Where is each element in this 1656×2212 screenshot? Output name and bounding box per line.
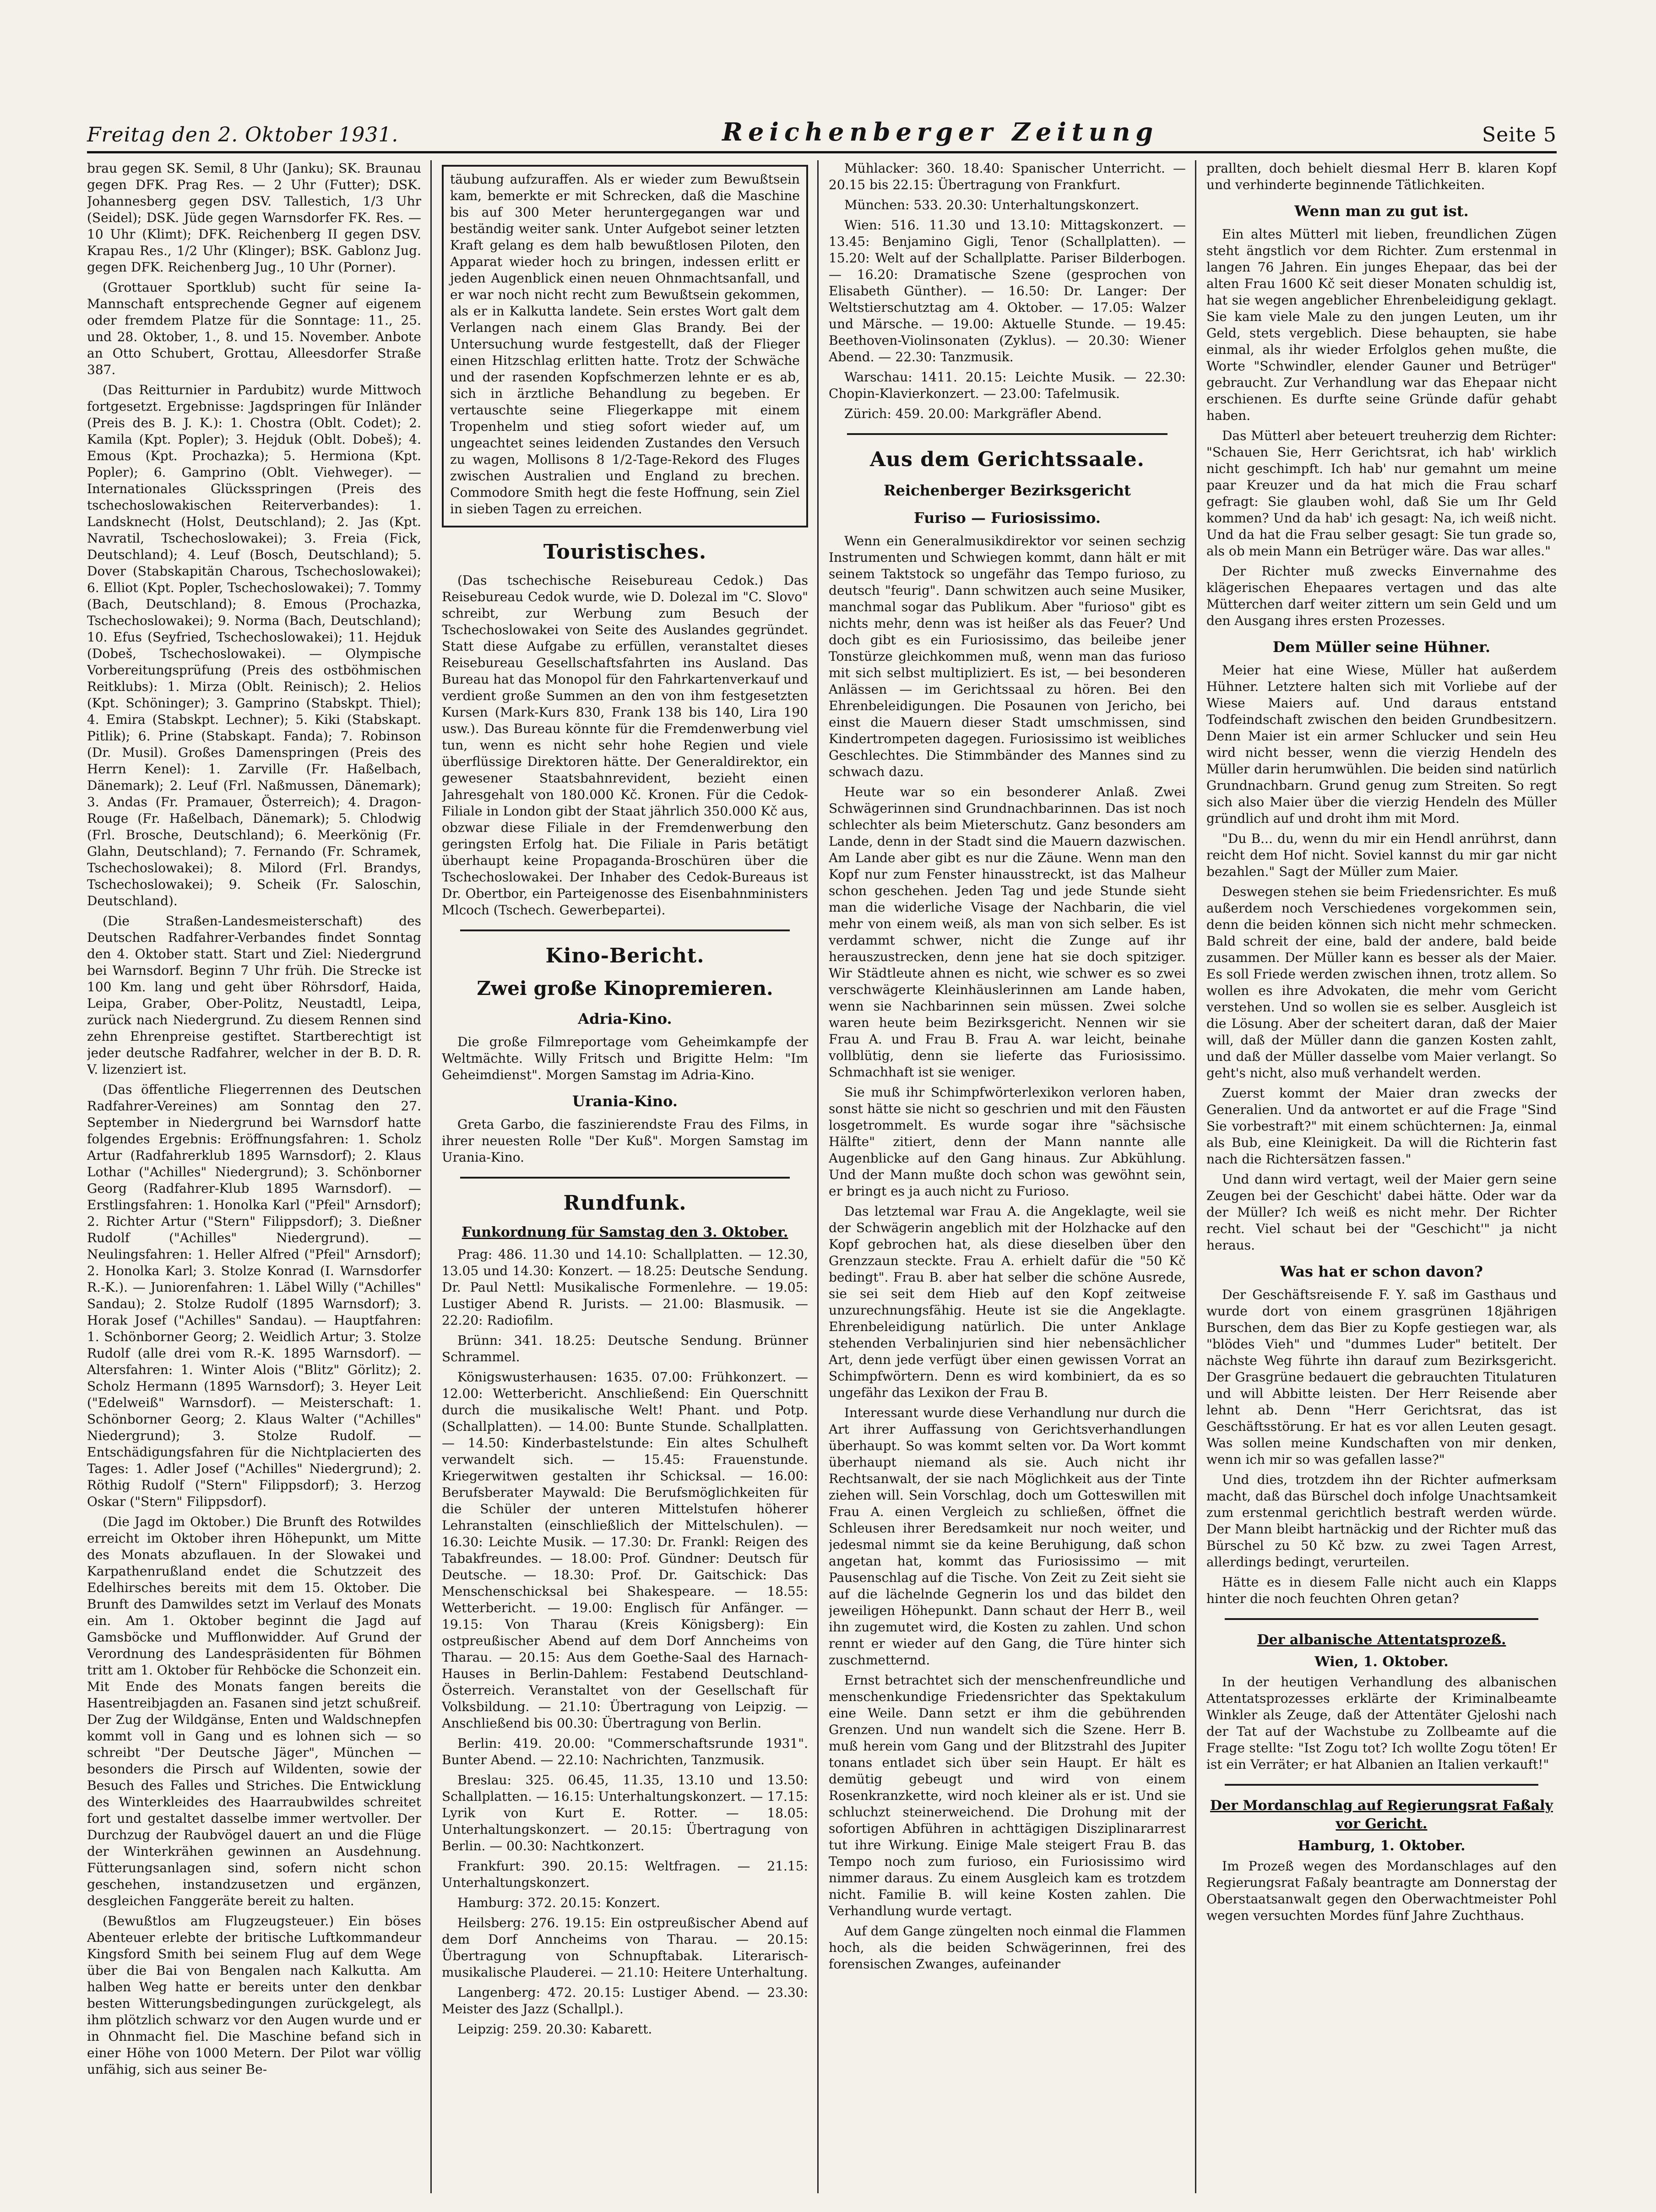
radio-program: Berlin: 419. 20.00: "Commerschaftsrunde 1931". Bunter Abend. — 22.10: Nachrichten, Tanzmusik. [442, 1736, 808, 1767]
section-divider [1225, 1618, 1538, 1620]
article-text: brau gegen SK. Semil, 8 Uhr (Janku); SK. Braunau gegen DFK. Prag Res. — 2 Uhr (Futter); DSK. Johannesberg gegen DSV. Tallestich, 1/3 Uhr (Seidel); DSK. Jüde gegen Warnsdorfer FK. Res. — 10 Uhr (Klimt); DFK. Reichenberg II gegen DSV. Krapau Res., 1/2 Uhr (Klinger); BSK. Gablonz Jug. gegen DFK. Reichenberg Jug., 10 Uhr (Porner). [87, 161, 421, 275]
article-text: (Bewußtlos am Flugzeugsteuer.) Ein böses Abenteuer erlebte der britische Luftkommandeur Kingsford Smith bei seinem Flug auf dem Wege über die Bai von Bengalen nach Kalkutta. Am halben Weg hatte er bereits unter den denkbar besten Witterungsbedingungen zurückgelegt, als ihm plötzlich schwarz vor den Augen wurde und er in Ohnmacht fiel. Die Maschine befand sich in einer Höhe von 1000 Metern. Der Pilot war völlig unfähig, sich aus seiner Be- [87, 1913, 421, 2077]
radio-program: Hamburg: 372. 20.15: Konzert. [457, 1895, 660, 1910]
radio-program: Warschau: 1411. 20.15: Leichte Musik. — 22.30: Chopin-Klavierkonzert. — 23.00: Tafelmusik. [829, 370, 1186, 401]
subheading: Wenn man zu gut ist. [1294, 202, 1469, 220]
article-text: Sie muß ihr Schimpfwörterlexikon verloren haben, sonst hätte sie nicht so geschrien und mit den Fäusten losgetrommelt. Es wurde sogar ihre "sächsische Hälfte" zitiert, denn der Mann nannte alle Augenblicke auf den Gang hinaus. Zur Abkühlung. Und der Mann mußte doch schon was gewöhnt sein, er bringt es ja auch nicht zu Furioso. [829, 1085, 1186, 1199]
dateline: Hamburg, 1. Oktober. [1298, 1838, 1466, 1854]
article-text: Der Geschäftsreisende F. Y. saß im Gasthaus und wurde dort von einem grasgrünen 18jährigen Burschen, dem das Bier zu Kopfe gestiegen war, als "blödes Vieh" und "dummes Luder" betitelt. Der nächste Weg führte ihn darauf zum Bezirksgericht. Der Grasgrüne bedauert die gebrauchten Titulaturen und will Abbitte leisten. Der Herr Reisende aber lehnt ab. Denn "Herr Gerichtsrat, das ist Geschäftsstörung. Er hat es vor allen Leuten gesagt. Was sollen meine Kundschaften von mir denken, wenn ich mir so was gefallen lasse?" [1206, 1287, 1557, 1467]
article-text: Auf dem Gange züngelten noch einmal die Flammen hoch, als die beiden Schwägerinnen, frei des forensischen Zwanges, aufeinander [829, 1924, 1186, 1972]
article-text: In der heutigen Verhandlung des albanischen Attentatsprozesses erklärte der Kriminalbeamte Winkler als Zeuge, daß der Attentäter Gjeloshi nach der Tat auf der Wachstube zu Zollbeamte auf die Frage stellte: "Ist Zogu tot? Ich wollte Zogu töten! Er ist ein Verräter; er hat Albanien an Italien verkauft!" [1206, 1674, 1557, 1772]
radio-program: Wien: 516. 11.30 und 13.10: Mittagskonzert. — 13.45: Benjamino Gigli, Tenor (Schallplatten). — 15.20: Welt auf der Schallplatte. Pariser Bilderbogen. — 16.20: Dramatische Szene (gesprochen von Elisabeth Günther). — 16.50: Dr. Langer: Der Weltstierschutztag am 4. Oktober. — 17.05: Walzer und Märsche. — 19.00: Aktuelle Stunde. — 19.45: Beethoven-Violinsonaten (Zyklus). — 20.30: Wiener Abend. — 22.30: Tanzmusik. [829, 217, 1186, 364]
article-text: prallten, doch behielt diesmal Herr B. klaren Kopf und verhinderte beginnende Tätlichkeiten. [1206, 161, 1557, 192]
article-text: Zuerst kommt der Maier dran zwecks der Generalien. Und da antwortet er auf die Frage "Sind Sie vorbestraft?" mit einem schüchternen: Ja, einmal als Bub, eine Kleinigkeit. Da will die Richterin fast nach die Richtersätzen fassen." [1206, 1086, 1557, 1167]
column-rule [817, 160, 819, 2193]
article-text: Heute war so ein besonderer Anlaß. Zwei Schwägerinnen sind Grundnachbarinnen. Das ist noch schlechter als beim Mieterschutz. Ganz besonders am Lande, denn in der Stadt sind die Mauern dazwischen. Am Lande aber gibt es nur die Zäune. Wenn man den Kopf nur zum Fenster hinausstreckt, ist das Malheur schon geschehen. Jeden Tag und jede Stunde sieht man die widerliche Visage der Nachbarin, die viel mehr von einem weiß, als man von sich selber. Es ist verdammt schwer, nicht die Zunge auf ihr herauszustrecken, denn jene hat sie doch spitziger. Wir Städtleute ahnen es nicht, wie schwer es so zwei verschwägerte Kleinhäuslerinnen am Lande haben, wenn sie Nachbarinnen sein müssen. Zwei solche waren heute beim Bezirksgericht. Nennen wir sie Frau A. und Frau B. Frau A. war leicht, beinahe vollblütig, denn sie lieferte das Furiosissimo. Schmachhaft ist sie weniger. [829, 784, 1186, 1080]
article-text: Im Prozeß wegen des Mordanschlages auf den Regierungsrat Faßaly beantragte am Donnerstag der Oberstaatsanwalt gegen den Oberwachtmeister Pohl wegen versuchten Mordes fünf Jahre Zuchthaus. [1206, 1859, 1557, 1923]
column-3 [829, 160, 1186, 2193]
section-heading: Kino-Bericht. [545, 944, 705, 967]
issue-date: Freitag den 2. Oktober 1931. [87, 123, 399, 147]
article-headline: Der Mordanschlag auf Regierungsrat Faßaly vor Gericht. [1210, 1798, 1553, 1832]
dateline: Wien, 1. Oktober. [1314, 1654, 1449, 1670]
section-heading: Aus dem Gerichtssaale. [869, 448, 1145, 471]
radio-program: Langenberg: 472. 20.15: Lustiger Abend. — 23.30: Meister des Jazz (Schallpl.). [442, 1985, 808, 2016]
article-text: Und dies, trotzdem ihn der Richter aufmerksam macht, daß das Bürschel doch infolge Unachtsamkeit zum erstenmal gerichtlich bestraft werden würde. Der Mann bleibt hartnäckig und der Richter muß das Bürschel zu 50 Kč bzw. zu zwei Tagen Arrest, allerdings bedingt, verurteilen. [1206, 1472, 1557, 1570]
subheading: Adria-Kino. [578, 1010, 672, 1027]
subheading: Was hat er schon davon? [1280, 1263, 1483, 1280]
section-heading: Touristisches. [543, 540, 707, 564]
column-2 [442, 160, 808, 2193]
radio-program: Frankfurt: 390. 20.15: Weltfragen. — 21.15: Unterhaltungskonzert. [442, 1859, 808, 1890]
radio-schedule-heading: Funkordnung für Samstag den 3. Oktober. [462, 1224, 788, 1240]
column-rule [430, 160, 432, 2193]
article-headline: Der albanische Attentatsprozeß. [1257, 1632, 1506, 1648]
article-text: Der Richter muß zwecks Einvernahme des klägerischen Ehepaares vertagen und das alte Mütterchen darf weiter zittern um sein Geld und um den Ausgang ihres ersten Prozesses. [1206, 564, 1557, 628]
column-4 [1206, 160, 1557, 2193]
article-text: Ernst betrachtet sich der menschenfreundliche und menschenkundige Friedensrichter das Spektakulum eine Weile. Dann setzt er ihm die gebührenden Grenzen. Und nun wandelt sich die Szene. Herr B. muß herein vom Gang und der Blitzstrahl des Jupiter tonans entladet sich über sein Haupt. Er hält es demütig gebeugt und wird von einem Rosenkranzkette, wird noch kleiner als er ist. Und sie schluchzt steinerweichend. Die Drohung mit der sofortigen Abführen in achttägigen Disziplinararrest tut ihre Wirkung. Einige Male steigert Frau B. das Tempo noch zum furioso, ein Furiosissimo wird nimmer daraus. Zu einem Ausgleich kam es trotzdem nicht. Familie B. will keine Kosten zahlen. Die Verhandlung wurde vertagt. [829, 1673, 1186, 1919]
radio-program: Königswusterhausen: 1635. 07.00: Frühkonzert. — 12.00: Wetterbericht. Anschließend: Ein Querschnitt durch die musikalische Welt! Phant. und Potp. (Schallplatten). — 14.00: Bunte Stunde. Schallplatten. — 14.50: Kinderbastelstunde: Ein altes Schulheft verwandelt sich. — 15.45: Frauenstunde. Kriegerwitwen gestalten ihr Schicksal. — 16.00: Berufsberater Maywald: Die Berufsmöglichkeiten für die Schüler der unteren Mittelstufen höherer Lehranstalten (einschließlich der Mittelschulen). — 16.30: Leichte Musik. — 17.30: Dr. Frankl: Reigen des Tabakfreundes. — 18.00: Prof. Gündner: Deutsch für Deutsche. — 18.30: Prof. Dr. Gaitschick: Das Menschenschicksal bei Shakespeare. — 18.55: Wetterbericht. — 19.00: Englisch für Anfänger. — 19.15: Von Tharau (Kreis Königsberg): Ein ostpreußischer Abend auf dem Dorf Anncheims von Tharau. — 20.15: Aus dem Goethe-Saal des Harnach-Hauses in Berlin-Dahlem: Festabend Deutschland-Österreich. Veranstaltet von der Gesellschaft für Volksbildung. — 21.10: Übertragung von Leipzig. — Anschließend bis 00.30: Übertragung von Berlin. [442, 1370, 808, 1731]
article-text: (Grottauer Sportklub) sucht für seine Ia-Mannschaft entsprechende Gegner auf eigenem oder fremdem Platze für die Sonntage: 11., 25. und 28. Oktober, 1., 8. und 15. November. Anbote an Otto Schubert, Grottau, Alleesdorfer Straße 387. [87, 280, 421, 377]
article-text: Die große Filmreportage vom Geheimkampfe der Weltmächte. Willy Fritsch und Brigitte Helm: "Im Geheimdienst". Morgen Samstag im Adria-Kino. [442, 1034, 808, 1082]
article-text: täubung aufzuraffen. Als er wieder zum Bewußtsein kam, bemerkte er mit Schrecken, daß die Maschine bis auf 300 Meter heruntergegangen war und beständig weiter sank. Unter Aufgebot seiner letzten Kraft gelang es dem halb bewußtlosen Piloten, den Apparat wieder hoch zu bringen, indessen erlitt er jeden Augenblick einen neuen Ohnmachtsanfall, und er war noch nicht recht zum Bewußtsein gekommen, als er in Kalkutta landete. Sein erstes Wort galt dem Verlangen nach einem Glas Brandy. Bei der Untersuchung wurde festgestellt, daß der Flieger einen Hitzschlag erlitten hatte. Trotz der Schwäche und der rasenden Kopfschmerzen lehnte er es ab, sich in ärztliche Behandlung zu begeben. Er vertauschte seine Fliegerkappe mit einem Tropenhelm und stieg sofort wieder auf, um ungeachtet seines leidenden Zustandes den Versuch zu wagen, Mollisons 8 1/2-Tage-Rekord des Fluges zwischen Australien und England zu brechen. Commodore Smith hegt die feste Hoffnung, sein Ziel in sieben Tagen zu erreichen. [450, 172, 800, 516]
radio-program: Breslau: 325. 06.45, 11.35, 13.10 und 13.50: Schallplatten. — 16.15: Unterhaltungskonzert. — 17.15: Lyrik von Kurt E. Rotter. — 18.05: Unterhaltungskonzert. — 20.15: Übertragung von Berlin. — 00.30: Nachtkonzert. [442, 1772, 808, 1853]
article-text: Das Mütterl aber beteuert treuherzig dem Richter: "Schauen Sie, Herr Gerichtsrat, ich hab' wirklich nicht geschimpft. Ich hab' nur gemahnt um meine paar Kreuzer und da hat mich die Frau scharf gefragt: Sie glauben wohl, daß Sie um Ihr Geld kommen? Und da hab' ich gesagt: Na, ich weiß nicht. Und da hat die Frau selber gesagt: Sie tun grade so, als ob mein Mann ein Betrüger wäre. Das war alles." [1206, 428, 1557, 559]
newspaper-title: Reichenberger Zeitung [722, 117, 1159, 147]
page-number: Seite 5 [1482, 123, 1557, 147]
subheading: Reichenberger Bezirksgericht [884, 482, 1131, 499]
article-text: Hätte es in diesem Falle nicht auch ein Klapps hinter die noch feuchten Ohren getan? [1206, 1575, 1557, 1606]
article-text: Wenn ein Generalmusikdirektor vor seinen sechzig Instrumenten und Schwiegen kommt, dann hält er mit seinem Taktstock so ungefähr das Tempo furioso, zu deutsch "feurig". Dann schwitzen auch seine Musiker, manchmal sogar das Publikum. Aber "furioso" gibt es nichts mehr, denn was ist heißer als das Feuer? Und doch gibt es ein Furiosissimo, das beileibe jener Tonstürze gleichkommen muß, wenn man das furioso mit sich selbst multipliziert. Es ist, — bei besonderen Anlässen — im Gerichtssaal zu hören. Bei den Ehrenbeleidigungen. Die Posaunen von Jericho, bei einst die Mauern dieser Stadt umschmissen, sind Kindertrompeten dagegen. Furiosissimo ist weibliches Geschlechtes. Die Stimmbänder des Mannes sind zu schwach dazu. [829, 533, 1186, 779]
article-text: (Das tschechische Reisebureau Cedok.) Das Reisebureau Cedok wurde, wie D. Dolezal im "C. Slovo" schreibt, zur Werbung zum Besuch der Tschechoslowakei von Seite des Auslandes gegründet. Statt diese Aufgabe zu erfüllen, veranstaltet dieses Reisebureau Gesellschaftsfahrten ins Ausland. Das Bureau hat das Monopol für den Fahrkartenverkauf und verdient große Summen an den von ihm festgesetzten Kursen (Mark-Kurs 830, Frank 138 bis 140, Lira 190 usw.). Das Bureau könnte für die Fremdenwerbung viel tun, wenn es nicht sehr hohe Regien und viele überflüssige Direktoren hätte. Der Generaldirektor, ein gewesener Staatsbahnrevident, bezieht einen Jahresgehalt von 180.000 Kč. Kronen. Für die Cedok-Filiale in London gibt der Staat jährlich 350.000 Kč aus, obzwar diese Filiale in der Fremdenwerbung den geringsten Erfolg hat. Die Filiale in Paris betätigt überhaupt keine Propaganda-Broschüren über die Tschechoslowakei. Der Inhaber des Cedok-Bureaus ist Dr. Obertbor, ein Parteigenosse des Eisenbahnministers Mlcoch (Tschech. Gewerbepartei). [442, 573, 808, 918]
article-text: (Die Straßen-Landesmeisterschaft) des Deutschen Radfahrer-Verbandes findet Sonntag den 4. Oktober statt. Start und Ziel: Niedergrund bei Warnsdorf. Beginn 7 Uhr früh. Die Strecke ist 100 Km. lang und geht über Röhrsdorf, Haida, Leipa, Graber, Ober-Politz, Neustadtl, Leipa, zurück nach Niedergrund. Zu diesem Rennen sind zehn Ehrenpreise gestiftet. Startberechtigt ist jeder deutsche Radfahrer, welcher in der B. D. R. V. lizenziert ist. [87, 913, 421, 1077]
subheading: Urania-Kino. [572, 1092, 678, 1110]
radio-program: Heilsberg: 276. 19.15: Ein ostpreußischer Abend auf dem Dorf Anncheims von Tharau. — 20.15: Übertragung von Schnupftabak. Literarisch-musikalische Plauderei. — 21.10: Heitere Unterhaltung. [442, 1915, 808, 1980]
subheading: Dem Müller seine Hühner. [1272, 638, 1491, 656]
article-text: Das letztemal war Frau A. die Angeklagte, weil sie der Schwägerin angeblich mit der Holzhacke auf den Kopf gebrochen hat, als diese dieselben über den Grenzzaun steckte. Frau A. erhielt dafür die "50 Kč bedingt". Frau B. aber hat selber die schöne Ausrede, sie sei seit dem Hieb auf den Kopf zeitweise unzurechnungsfähig. Heute ist sie die Angeklagte. Ehrenbeleidigung natürlich. Die unter Anklage stehenden Verbalinjurien sind hier nebensächlicher Art, denn jede verfügt über einen gewissen Vorrat an Schimpfwörtern. Denn es wird kombiniert, da es so ungefähr das Lexikon der Frau B. [829, 1204, 1186, 1400]
section-divider [847, 433, 1167, 435]
article-headline: Zwei große Kinopremieren. [477, 977, 773, 1000]
radio-program: Brünn: 341. 18.25: Deutsche Sendung. Brünner Schrammel. [442, 1333, 808, 1364]
section-divider [460, 1177, 790, 1179]
article-text: "Du B... du, wenn du mir ein Hendl anrührst, dann reicht dem Hof nicht. Soviel kannst du mir gar nicht bezahlen." Sagt der Müller zum Maier. [1206, 831, 1557, 879]
section-divider [460, 929, 790, 931]
radio-program: München: 533. 20.30: Unterhaltungskonzert. [844, 197, 1139, 212]
article-text: (Das öffentliche Fliegerrennen des Deutschen Radfahrer-Vereines) am Sonntag den 27. September in Niedergrund bei Warnsdorf hatte folgendes Ergebnis: Eröffnungsfahren: 1. Scholz Artur (Radfahrerklub 1895 Warnsdorf); 2. Klaus Lothar ("Achilles" Niedergrund); 3. Schönborner Georg (Radfahrer-Klub 1895 Warnsdorf). — Erstlingsfahren: 1. Honolka Karl ("Pfeil" Arnsdorf); 2. Richter Artur ("Stern" Filippsdorf); 3. Dießner Rudolf ("Achilles" Niedergrund). — Neulingsfahren: 1. Heller Alfred ("Pfeil" Arnsdorf); 2. Honolka Karl; 3. Stolze Konrad (I. Warnsdorfer R.-K.). — Juniorenfahren: 1. Läbel Willy ("Achilles" Sandau); 2. Stolze Rudolf (1895 Warnsdorf); 3. Horak Josef ("Achilles" Sandau). — Hauptfahren: 1. Schönborner Georg; 2. Weidlich Artur; 3. Stolze Rudolf (alle drei vom R.-K. 1895 Warnsdorf). — Altersfahren: 1. Winter Alois ("Blitz" Görlitz); 2. Scholz Hermann (1895 Warnsdorf); 3. Heyer Leit ("Edelweiß" Warnsdorf). — Meisterschaft: 1. Schönborner Georg; 2. Klaus Walter ("Achilles" Niedergrund); 3. Stolze Rudolf. — Entschädigungsfahren für die Nichtplacierten des Tages: 1. Adler Josef ("Achilles" Niedergrund); 2. Röthig Rudolf ("Stern" Filippsdorf); 3. Herzog Oskar ("Stern" Filippsdorf). [87, 1082, 421, 1509]
column-rule [1195, 160, 1196, 2193]
article-text: Meier hat eine Wiese, Müller hat außerdem Hühner. Letztere halten sich mit Vorliebe auf der Wiese Maiers auf. Und daraus entstand Todfeindschaft zwischen den beiden Grundbesitzern. Denn Maier ist ein armer Schlucker und sein Heu wird nicht besser, wenn die vierzig Hendeln des Müller darin herumwühlen. Die beiden sind natürlich Grundnachbarn. Grund genug zum Streiten. So regt sich also Maier über die vierzig Hendeln des Müller gründlich auf und droht ihm mit Mord. [1206, 663, 1557, 826]
radio-program: Prag: 486. 11.30 und 14.10: Schallplatten. — 12.30, 13.05 und 14.30: Konzert. — 18.25: Deutsche Sendung. Dr. Paul Nettl: Musikalische Formenlehre. — 19.05: Lustiger Abend R. Jurists. — 21.00: Blasmusik. — 22.20: Radiofilm. [442, 1247, 808, 1328]
radio-program: Zürich: 459. 20.00: Markgräfler Abend. [844, 406, 1102, 421]
subheading: Furiso — Furiosissimo. [914, 509, 1101, 527]
article-text: Greta Garbo, die faszinierendste Frau des Films, in ihrer neuesten Rolle "Der Kuß". Morgen Samstag im Urania-Kino. [442, 1117, 808, 1165]
masthead [87, 114, 1557, 153]
article-text: Und dann wird vertagt, weil der Maier gern seine Zeugen bei der Geschicht' dabei hätte. Oder war da der Müller? Ich weiß es nicht mehr. Der Richter recht. Viel schaut bei der "Geschicht'" ja nicht heraus. [1206, 1172, 1557, 1253]
boxed-article [442, 165, 808, 527]
article-text: (Das Reitturnier in Pardubitz) wurde Mittwoch fortgesetzt. Ergebnisse: Jagdspringen für Inländer (Preis des B. J. K.): 1. Chostra (Oblt. Codet); 2. Kamila (Kpt. Popler); 3. Hejduk (Oblt. Dobeš); 4. Emous (Kpt. Prochazka); 5. Hermiona (Kpt. Popler); 6. Gamprino (Oblt. Viehweger). — Internationales Glücksspringen (Preis des tschechoslowakischen Reiterverbandes): 1. Landsknecht (Holst, Deutschland); 2. Jas (Kpt. Navratil, Tschechoslowakei); 3. Freia (Fick, Deutschland); 4. Leuf (Bosch, Deutschland); 5. Dover (Stabskapitän Charous, Tschechoslowakei); 6. Elliot (Kpt. Popler, Tschechoslowakei); 7. Tommy (Bach, Deutschland); 8. Emous (Prochazka, Tschechoslowakei); 9. Norma (Bach, Deutschland); 10. Efus (Seyfried, Tschechoslowakei); 11. Hejduk (Dobeš, Tschechoslowakei). — Olympische Vorbereitungsprüfung (Preis des ostböhmischen Reitklubs): 1. Mirza (Oblt. Reinisch); 2. Helios (Kpt. Schöninger); 3. Gamprino (Stabskpt. Thiel); 4. Emira (Stabskpt. Lechner); 5. Kiki (Stabskapt. Pitlik); 6. Prine (Stabskapt. Fanda); 7. Robinson (Dr. Musil). Großes Damenspringen (Preis des Herrn Kenel): 1. Zarville (Fr. Haßelbach, Dänemark); 2. Leuf (Frl. Naßmussen, Dänemark); 3. Andas (Fr. Pramauer, Österreich); 4. Dragon-Rouge (Fr. Haßelbach, Dänemark); 5. Chlodwig (Frl. Brosche, Deutschland); 6. Meerkönig (Fr. Glahn, Deutschland); 7. Fernando (Fr. Schramek, Tschechoslowakei); 8. Milord (Frl. Brandys, Tschechoslowakei); 9. Scheik (Fr. Saloschin, Deutschland). [87, 382, 421, 908]
article-text: (Die Jagd im Oktober.) Die Brunft des Rotwildes erreicht im Oktober ihren Höhepunkt, um Mitte des Monats abzuflauen. In der Slowakei und Karpathenrußland endet die Schutzzeit des Edelhirsches bereits mit dem 15. Oktober. Die Brunft des Damwildes setzt im Verlauf des Monats ein. Am 1. Oktober beginnt die Jagd auf Gamsböcke und Mufflonwidder. Auf Grund der Verordnung des Landespräsidenten für Böhmen tritt am 1. Oktober für Rehböcke die Schonzeit ein. Mit Ende des Monats fangen bereits die Hasentreibjagden an. Fasanen sind jetzt schußreif. Der Zug der Wildgänse, Enten und Waldschnepfen kommt voll in Gang und es lohnen sich — so schreibt "Der Deutsche Jäger", München — besonders die Pirsch auf Wildenten, sowie der Besuch des Falles und Striches. Die Entwicklung des Winterkleides des Haarraubwildes schreitet fort und gestaltet dasselbe immer wertvoller. Der Durchzug der Raubvögel dauert an und die Flüge der Winterkrähen gewinnen an Ausdehnung. Fütterungsanlagen sind, sofern nicht schon geschehen, instandzusetzen und ergänzen, desgleichen Fanggeräte bereit zu halten. [87, 1514, 421, 1908]
radio-program: Mühlacker: 360. 18.40: Spanischer Unterricht. — 20.15 bis 22.15: Übertragung von Frankfurt. [829, 161, 1186, 192]
section-divider [1225, 1784, 1538, 1786]
column-1 [87, 160, 421, 2193]
section-heading: Rundfunk. [563, 1191, 687, 1215]
article-text: Deswegen stehen sie beim Friedensrichter. Es muß außerdem noch Verschiedenes vorgekommen sein, denn die beiden können sich nicht mehr schmecken. Bald schreit der eine, bald der andere, bald beide zusammen. Der Müller kann es besser als der Maier. Es soll Friede werden zwischen ihnen, trotz allem. So wollen es ihre Advokaten, die mehr vom Gericht verstehen. Und so wollen sie es selber. Ausgleich ist die Lösung. Aber der scheitert daran, daß der Maier will, daß der Müller dann die ganzen Kosten zahlt, und daß der Müller dasselbe vom Maier verlangt. So geht's nicht, also muß verhandelt werden. [1206, 884, 1557, 1081]
radio-program: Leipzig: 259. 20.30: Kabarett. [457, 2022, 652, 2037]
article-text: Ein altes Mütterl mit lieben, freundlichen Zügen steht ängstlich vor dem Richter. Zum erstenmal in langen 76 Jahren. Ein junges Ehepaar, das bei der alten Frau 1600 Kč seit dieser Monaten schuldig ist, hat sie wegen angeblicher Ehrenbeleidigung geklagt. Sie kam viele Male zu den jungen Leuten, um ihr Geld, stets vergeblich. Diese behaupten, sie habe einmal, als ihr wieder Erfolglos gehen mußte, die Worte "Schwindler, elender Gauner und Betrüger" gebraucht. Zur Verhandlung war das Ehepaar nicht erschienen. Es durfte seine Gründe dafür gehabt haben. [1206, 227, 1557, 423]
article-text: Interessant wurde diese Verhandlung nur durch die Art ihrer Auffassung von Gerichtsverhandlungen überhaupt. So was kommt selten vor. Da Wort kommt überhaupt niemand als sie. Auch nicht ihr Rechtsanwalt, der sie nach Möglichkeit aus der Tinte ziehen will. Sein Vorschlag, doch um Gotteswillen mit Frau A. einen Vergleich zu schließen, öffnet die Schleusen ihrer Beredsamkeit nur noch weiter, und jedesmal nimmt sie da keine Beruhigung, daß schon angetan hat, kommt das Furiosissimo — mit Pausenschlag auf die Tische. Von Zeit zu Zeit sieht sie auf die lächelnde Gegnerin los und das bildet den jeweiligen Höhepunkt. Dann schaut der Herr B., weil ihn zugemutet wird, die Kosten zu zahlen. Und schon rennt er wieder auf den Gang, die Türe hinter sich zuschmetternd. [829, 1405, 1186, 1668]
